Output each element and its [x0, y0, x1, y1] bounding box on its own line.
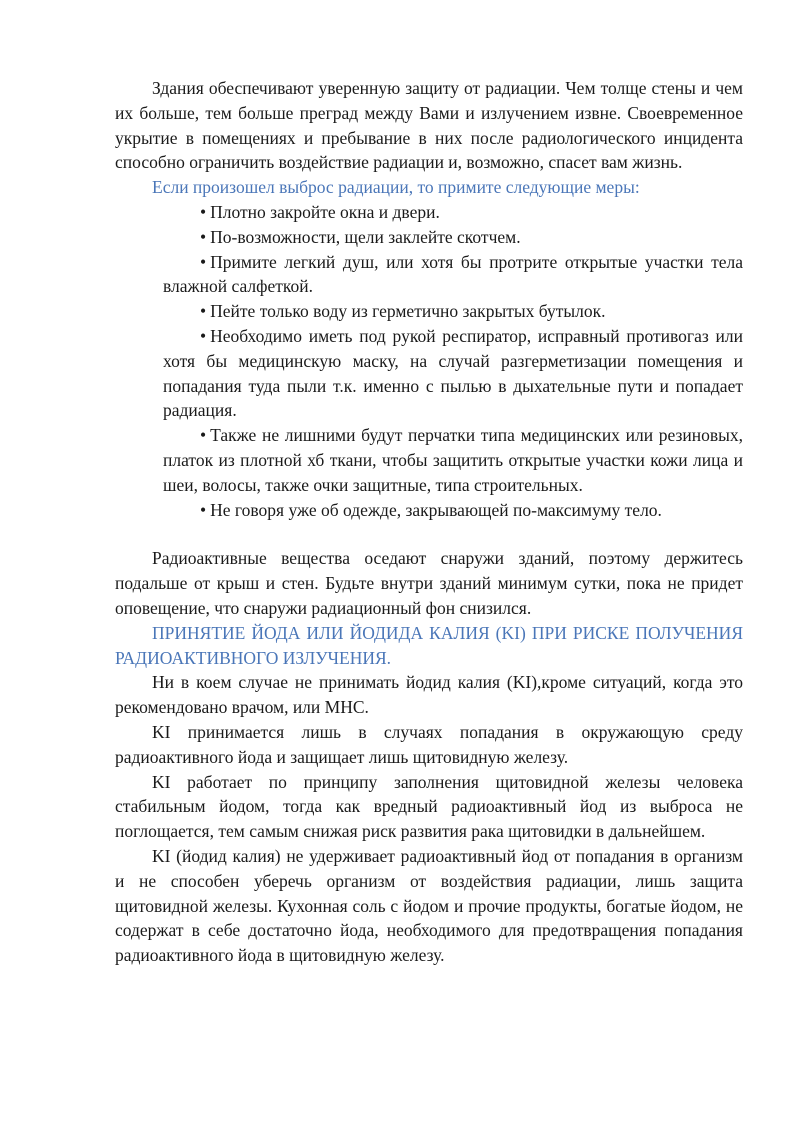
list-item: • Также не лишними будут перчатки типа медицинских или резиновых, платок из плотной хб ткани, чтобы защитить открытые участки кожи лица и шеи, волосы, также очки защитные, типа строительных. — [163, 425, 743, 495]
paragraph-ki-warning: Ни в коем случае не принимать йодид калия (KI),кроме ситуаций, когда это рекомендовано врачом, или МНС. — [115, 672, 743, 718]
list-item: • Необходимо иметь под рукой респиратор, исправный противогаз или хотя бы медицинскую маску, на случай разгерметизации помещения и попадания туда пыли т.к. именно с пылью в дыхательные пути и попадает радиация. — [163, 325, 743, 421]
bullet-marker: • — [200, 226, 207, 247]
paragraph-ki-limits: KI (йодид калия) не удерживает радиоактивный йод от попадания в организм и не способен уберечь организм от воздействия радиации, лишь защита щитовидной железы. Кухонная соль с йодом и прочие продукты, богатые йодом, не содержат в себе достаточно йода, необходимого для предотвращения попадания радиоактивного йода в щитовидную железу. — [115, 845, 743, 966]
document-page — [115, 76, 743, 968]
list-item: • Пейте только воду из герметично закрытых бутылок. — [200, 301, 606, 322]
list-item: • Плотно закройте окна и двери. — [200, 201, 440, 222]
paragraph-ki-usage: KI принимается лишь в случаях попадания в окружающую среду радиоактивного йода и защищает лишь щитовидную железу. — [115, 721, 743, 767]
list-item: • Не говоря уже об одежде, закрывающей по-максимуму тело. — [200, 499, 662, 520]
bullet-marker: • — [200, 425, 207, 446]
bullet-marker: • — [200, 325, 207, 346]
bullet-marker: • — [200, 499, 207, 520]
blank-line — [115, 522, 743, 546]
paragraph-ki-principle: KI работает по принципу заполнения щитовидной железы человека стабильным йодом, тогда как вредный радиоактивный йод из выброса не поглощается, тем самым снижая риск развития рака щитовидки в дальнейшем. — [115, 771, 743, 842]
bullet-marker: • — [200, 201, 207, 222]
measures-list — [115, 200, 743, 522]
measures-heading: Если произошел выброс радиации, то примите следующие меры: — [152, 177, 640, 198]
bullet-marker: • — [200, 251, 207, 272]
list-item: • По-возможности, щели заклейте скотчем. — [200, 226, 521, 247]
list-item: • Примите легкий душ, или хотя бы протрите открытые участки тела влажной салфеткой. — [163, 251, 743, 297]
bullet-marker: • — [200, 301, 207, 322]
paragraph-stay-inside: Радиоактивные вещества оседают снаружи зданий, поэтому держитесь подальше от крыш и стен. Будьте внутри зданий минимум сутки, пока не придет оповещение, что снаружи радиационный фон снизился. — [115, 548, 743, 618]
paragraph-buildings-protection: Здания обеспечивают уверенную защиту от радиации. Чем толще стены и чем их больше, тем больше преград между Вами и излучением извне. Своевременное укрытие в помещениях и пребывание в них после радиологического инцидента способно ограничить воздействие радиации и, возможно, спасет вам жизнь. — [115, 78, 743, 173]
iodine-heading: ПРИНЯТИЕ ЙОДА ИЛИ ЙОДИДА КАЛИЯ (KI) ПРИ РИСКЕ ПОЛУЧЕНИЯ РАДИОАКТИВНОГО ИЗЛУЧЕНИЯ. — [115, 622, 743, 668]
